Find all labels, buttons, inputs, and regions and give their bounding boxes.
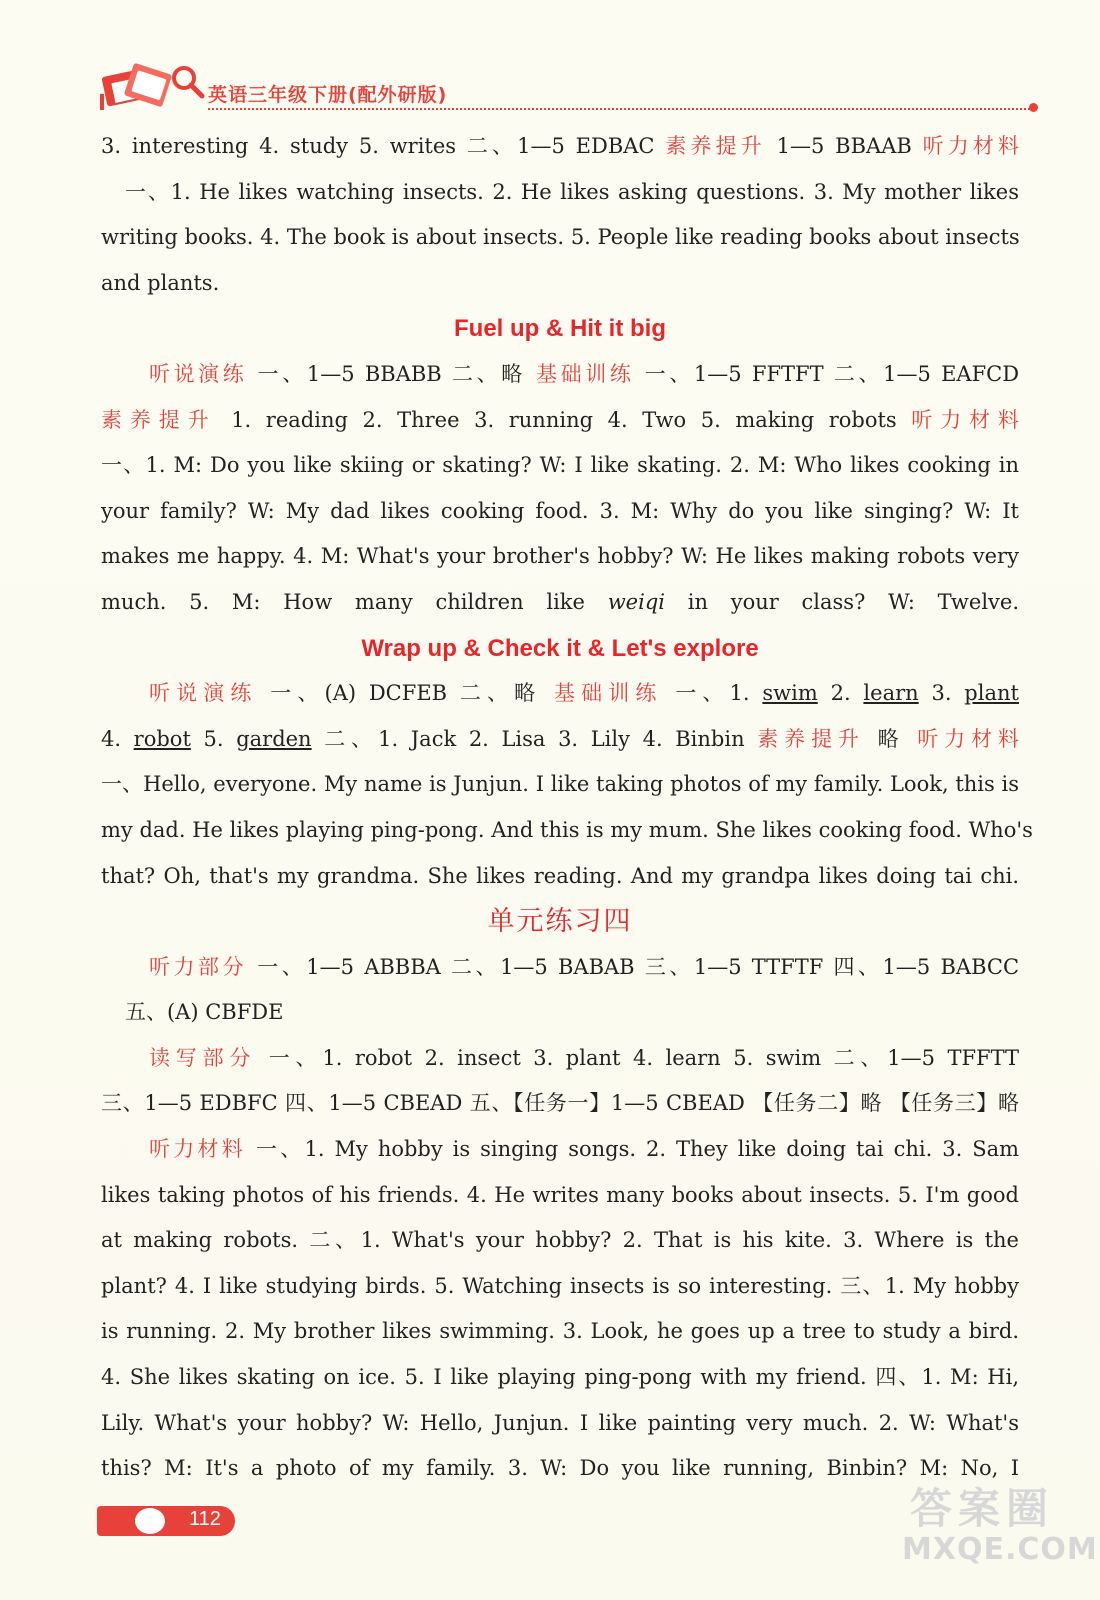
answer-segment: 一、(A) DCFEB [270, 681, 448, 706]
section-tag: 素养提升 [101, 407, 217, 432]
answer-segment: 3. running [474, 407, 594, 432]
answer-segment: tai chi. [944, 863, 1019, 888]
answer-segment: 5. People like reading books about insects [570, 225, 1020, 250]
answer-segment: in your class? [687, 589, 866, 614]
answer-segment: 3. Where is the [843, 1228, 1019, 1253]
answer-segment: 4. Two [607, 407, 687, 432]
text-line [101, 1081, 1019, 1127]
answer-segment: 四、1—5 CBEAD [285, 1091, 463, 1116]
answer-segment: 3. My mother likes [813, 179, 1019, 204]
answer-segment: 一、1. M: Do you like skiing or skating? [101, 453, 532, 478]
text-line [101, 580, 1019, 626]
books-magnifier-icon [98, 54, 208, 112]
answer-segment: 二、1—5 EAFCD [833, 361, 1020, 386]
answer-segment: 二、1. What's your hobby? [309, 1228, 612, 1253]
answer-segment: W: I like skating. [539, 453, 722, 478]
section-tag: 素养提升 [665, 134, 766, 158]
answer-segment: My name is Junjun. [323, 772, 529, 797]
answer-segment: 2. That is his kite. [622, 1228, 832, 1253]
answer-segment: 5. writes [358, 134, 457, 158]
answer-segment: my dad. [101, 817, 186, 842]
text-line [101, 1309, 1019, 1355]
watermark-url: MXQE.COM [902, 1532, 1098, 1567]
answer-segment: 4. learn [632, 1045, 721, 1070]
section-tag: 听力材料 [922, 134, 1019, 158]
answer-segment: 三、1. My hobby [840, 1273, 1019, 1298]
answer-segment: 3. Look, he goes up a tree to study a bird. [562, 1319, 1019, 1344]
answer-segment: 一、1—5 BBABB [257, 361, 442, 386]
answer-segment: 2. He likes asking questions. [492, 179, 806, 204]
section-tag: 基础训练 [554, 681, 663, 706]
text-line [101, 398, 1019, 444]
text-line [101, 945, 1019, 991]
underlined-word: garden [236, 726, 312, 751]
answer-segment: 二、1—5 BABAB [451, 954, 635, 979]
answer-segment: 2. Lisa [468, 726, 546, 751]
answer-segment: 二、1—5 EDBAC [466, 134, 655, 158]
underlined-word: swim [762, 681, 818, 706]
watermark-logo-text: 答案圈 [910, 1484, 1055, 1533]
answer-segment: 3. Lily [558, 726, 630, 751]
text-line [101, 1264, 1019, 1310]
text-line [101, 1355, 1019, 1401]
answer-segment: makes me happy. [101, 544, 286, 569]
answer-segment: 略 [877, 726, 905, 751]
answer-segment: 一、1. robot [268, 1045, 413, 1070]
section-tag: 听说演练 [149, 681, 258, 706]
answer-segment: 1. reading [231, 407, 348, 432]
answer-segment: Look, this is [889, 772, 1019, 797]
answer-segment: likes taking photos of his friends. [101, 1182, 460, 1207]
text-line [101, 352, 1019, 398]
answer-segment: 四、1. M: Hi, [875, 1365, 1020, 1390]
answer-segment: 4. M: What's your brother's hobby? [293, 544, 674, 569]
section-tag: 听说演练 [149, 361, 248, 386]
answer-segment: 2. My brother likes swimming. [225, 1319, 555, 1344]
answer-segment: is running. [101, 1319, 218, 1344]
answer-segment: She likes cooking food. [715, 817, 962, 842]
answer-segment: She likes reading. [427, 863, 623, 888]
section-tag: 读写部分 [149, 1045, 257, 1070]
text-line [101, 1401, 1019, 1447]
text-line [101, 1127, 1019, 1173]
header-dot [1029, 103, 1038, 112]
answer-segment: 一、1. My hobby is singing songs. [256, 1137, 637, 1162]
answer-segment: W: Twelve. [888, 589, 1020, 614]
answer-segment: 5. swim [733, 1045, 822, 1070]
answer-segment: 5. M: How many children like [189, 589, 585, 614]
answer-segment: 3. M: Why do you like singing? [599, 498, 954, 523]
text-line [101, 808, 1033, 854]
section-tag: 听力部分 [149, 954, 248, 979]
answer-segment: writing books. [101, 225, 254, 250]
answer-key-content [101, 124, 1033, 1492]
section-tag: 听力材料 [149, 1137, 247, 1162]
answer-segment: 2. W: What's [878, 1410, 1019, 1435]
answer-segment: 4. I like studying birds. [174, 1273, 427, 1298]
page-number: 112 [189, 1508, 221, 1530]
answer-segment: 5. making robots [700, 407, 897, 432]
text-line [101, 671, 1019, 717]
answer-segment: 5. I like playing ping-pong with my friend. [404, 1365, 867, 1390]
answer-segment: Who's [968, 817, 1033, 842]
italic-word: weiqi [607, 589, 665, 614]
answer-segment: I like taking photos of my family. [535, 772, 884, 797]
answer-segment: 二、1—5 TFFTT [833, 1045, 1020, 1070]
answer-segment: and plants. [101, 270, 220, 295]
answer-segment: 4. The book is about insects. [260, 225, 565, 250]
text-line [101, 717, 1019, 763]
answer-segment: 2. They like doing tai chi. [646, 1137, 933, 1162]
page-header [98, 50, 1038, 120]
answer-segment: 4. [101, 726, 122, 751]
section-heading: Wrap up & Check it & Let's explore [361, 634, 759, 662]
text-line [101, 1036, 1019, 1082]
answer-segment: 2. [830, 681, 851, 706]
underlined-word: robot [133, 726, 191, 751]
answer-segment: Lily. [101, 1410, 145, 1435]
answer-segment: 一、1. [675, 681, 750, 706]
answer-segment: 二、略 [459, 681, 542, 706]
underlined-word: learn [863, 681, 919, 706]
answer-segment: W: Hello, Junjun. [382, 1410, 570, 1435]
text-line [101, 762, 1019, 808]
section-tag: 素养提升 [757, 726, 865, 751]
answer-segment: 一、1—5 ABBBA [257, 954, 441, 979]
underlined-word: plant [964, 681, 1019, 706]
answer-segment: M: No, I [919, 1456, 1020, 1481]
book-title: 英语三年级下册(配外研版) [208, 84, 448, 106]
answer-segment: 一、1—5 FFTFT [644, 361, 824, 386]
answer-segment: 三、1—5 EDBFC [101, 1091, 278, 1116]
answer-segment: 3. [931, 681, 952, 706]
answer-segment: Oh, that's my grandma. [163, 863, 420, 888]
answer-segment: 一、Hello, everyone. [101, 772, 318, 797]
text-line [101, 124, 1019, 170]
section-tag: 听力材料 [917, 726, 1020, 751]
answer-segment: this? [101, 1456, 152, 1481]
answer-segment: 【任务二】略 [752, 1091, 883, 1116]
answer-segment: And my grandpa likes doing [630, 863, 937, 888]
answer-segment: M: It's a photo of my family. [164, 1456, 496, 1481]
page-footer [97, 1500, 237, 1540]
answer-segment: 4. She likes skating on ice. [101, 1365, 396, 1390]
text-line [101, 1173, 1019, 1219]
answer-segment: 一、1. He likes watching insects. [125, 179, 484, 204]
text-line [101, 170, 1019, 216]
section-tag: 基础训练 [536, 361, 635, 386]
text-line [101, 215, 1019, 261]
text-line [101, 1446, 1019, 1492]
answer-segment: 二、略 [452, 361, 526, 386]
answer-segment: W: My dad likes cooking food. [247, 498, 589, 523]
text-line [101, 489, 1019, 535]
text-line [101, 990, 1019, 1036]
watermark [900, 1476, 1098, 1586]
answer-segment: 【任务三】略 [889, 1091, 1019, 1116]
answer-segment: I like painting very much. [579, 1410, 869, 1435]
header-divider [208, 108, 1030, 110]
answer-segment: And this is my mum. [491, 817, 709, 842]
section-heading: Fuel up & Hit it big [454, 315, 666, 343]
answer-segment: 3. interesting [101, 134, 249, 158]
answer-segment: much. [101, 589, 167, 614]
answer-segment: that? [101, 863, 156, 888]
answer-segment: 1—5 BBAAB [776, 134, 912, 158]
answer-segment: 4. study [259, 134, 349, 158]
answer-segment: 2. M: Who likes cooking in [729, 453, 1019, 478]
answer-segment: 4. Binbin [642, 726, 745, 751]
answer-segment: 5. I'm good [897, 1182, 1019, 1207]
answer-segment: 4. He writes many books about insects. [466, 1182, 891, 1207]
answer-segment: 2. insect [424, 1045, 521, 1070]
text-line [101, 1218, 1019, 1264]
answer-segment: W: He likes making robots very [681, 544, 1019, 569]
answer-segment: your family? [101, 498, 237, 523]
answer-segment: 3. plant [533, 1045, 621, 1070]
answer-segment: He likes playing ping-pong. [192, 817, 485, 842]
answer-segment: 四、1—5 BABCC [833, 954, 1020, 979]
text-line [101, 534, 1019, 580]
answer-segment: 二、1. Jack [324, 726, 457, 751]
book-icon [135, 1508, 165, 1534]
answer-segment: 3. W: Do you like running, Binbin? [507, 1456, 908, 1481]
answer-segment: 5. [203, 726, 224, 751]
answer-segment: 五、【任务一】1—5 CBEAD [469, 1091, 745, 1116]
answer-segment: W: It [964, 498, 1019, 523]
answer-segment: 3. Sam [942, 1137, 1020, 1162]
answer-segment: 5. Watching insects is so interesting. [434, 1273, 833, 1298]
answer-segment: plant? [101, 1273, 167, 1298]
text-line [101, 443, 1019, 489]
text-line [101, 854, 1019, 900]
answer-segment: at making robots. [101, 1228, 299, 1253]
section-tag: 听力材料 [911, 407, 1019, 432]
text-line [101, 261, 1019, 307]
answer-segment: 三、1—5 TTFTF [644, 954, 824, 979]
answer-segment: 2. Three [362, 407, 460, 432]
answer-segment: 五、(A) CBFDE [125, 1000, 284, 1025]
answer-segment: What's your hobby? [154, 1410, 373, 1435]
section-heading: 单元练习四 [487, 906, 633, 937]
